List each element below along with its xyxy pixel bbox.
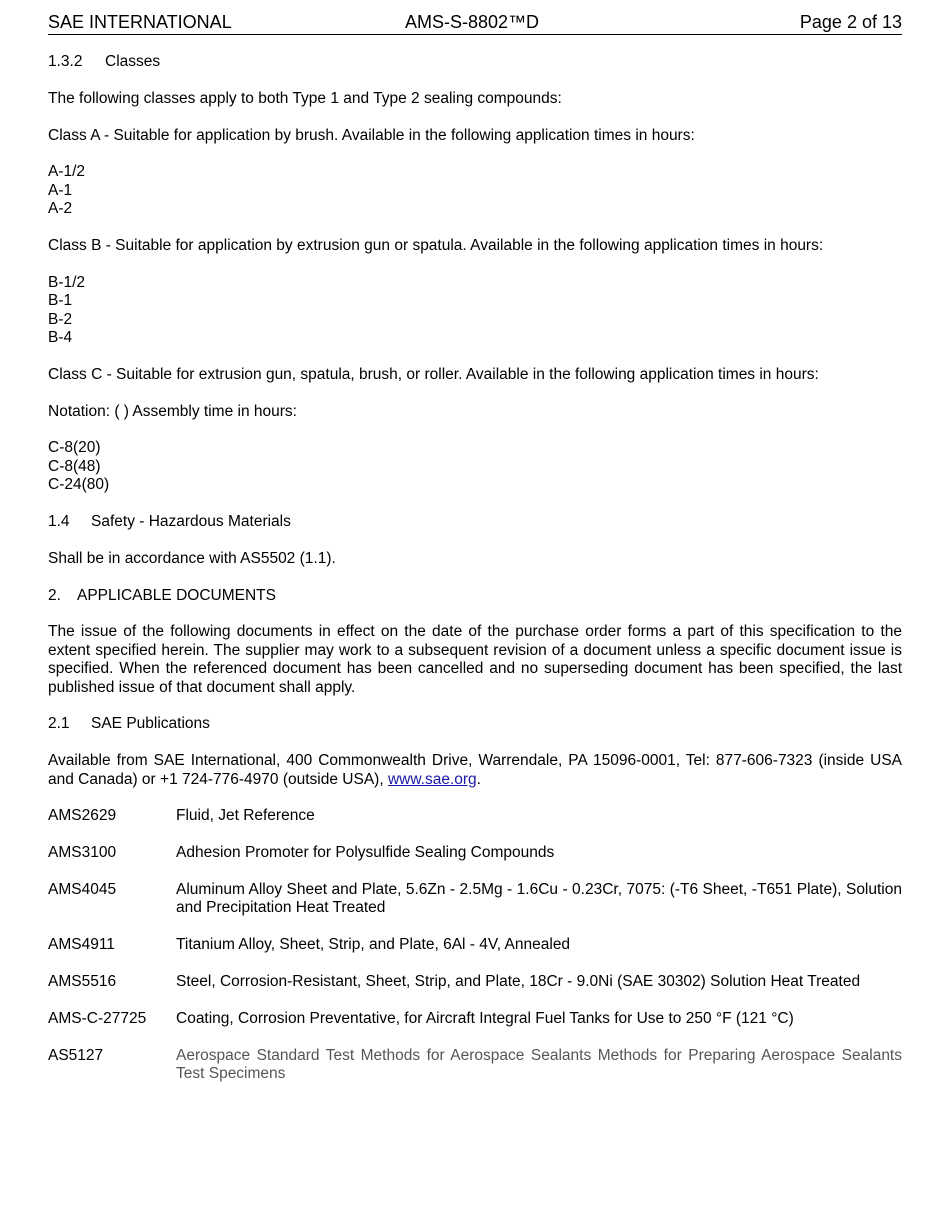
- reference-id: AMS4045: [48, 881, 117, 899]
- reference-row: [48, 1010, 902, 1028]
- reference-title: Fluid, Jet Reference: [176, 807, 315, 825]
- section-number: 2.: [48, 586, 61, 604]
- reference-row: [48, 936, 902, 954]
- sae-website-link[interactable]: www.sae.org: [387, 770, 477, 788]
- reference-row: [48, 973, 902, 991]
- list-item: A-1: [48, 181, 73, 199]
- reference-row: [48, 844, 902, 862]
- reference-title: Adhesion Promoter for Polysulfide Sealing Compounds: [176, 844, 555, 862]
- list-item: A-2: [48, 200, 73, 218]
- list-item: C-24(80): [48, 476, 110, 494]
- reference-id: AS5127: [48, 1046, 104, 1064]
- list-item: A-1/2: [48, 163, 86, 181]
- list-item: C-8(20): [48, 439, 101, 457]
- section-heading-2: [48, 587, 902, 605]
- section-heading-2-1: [48, 715, 902, 733]
- section-number: 1.3.2: [48, 53, 83, 70]
- list-item: B-2: [48, 310, 73, 328]
- reference-title: Coating, Corrosion Preventative, for Aircraft Integral Fuel Tanks for Use to 250 °F (121 °C): [176, 1009, 794, 1027]
- class-a-list: [48, 163, 902, 218]
- class-c-description: Class C - Suitable for extrusion gun, spatula, brush, or roller. Available in the following application times in hours:: [48, 365, 819, 383]
- page-header: [48, 0, 902, 35]
- reference-title: Aerospace Standard Test Methods for Aerospace Sealants Methods for Preparing Aerospace Sealants Test Specimens: [176, 1046, 902, 1083]
- header-doc-number: AMS-S-8802™D: [405, 12, 540, 32]
- reference-id: AMS4911: [48, 936, 115, 954]
- availability-text: Available from SAE International, 400 Commonwealth Drive, Warrendale, PA 15096-0001, Tel: 877-606-7323 (inside USA and Canada) or +1 724-776-4970 (outside USA),: [48, 752, 902, 788]
- section-title: SAE Publications: [91, 715, 210, 733]
- class-b-list: [48, 274, 902, 348]
- reference-id: AMS-C-27725: [48, 1009, 147, 1027]
- reference-id: AMS2629: [48, 807, 117, 825]
- sae-availability: [48, 752, 902, 789]
- reference-row: [48, 881, 902, 918]
- reference-title: Aluminum Alloy Sheet and Plate, 5.6Zn - 2.5Mg - 1.6Cu - 0.23Cr, 7075: (-T6 Sheet, -T651 Plate), Solution and Precipitation Heat Treated: [176, 881, 902, 917]
- section-title: Classes: [105, 53, 161, 70]
- class-c-notation: Notation: ( ) Assembly time in hours:: [48, 402, 297, 420]
- reference-title: Steel, Corrosion-Resistant, Sheet, Strip, and Plate, 18Cr - 9.0Ni (SAE 30302) Solution Heat Treated: [176, 973, 861, 991]
- list-item: C-8(48): [48, 457, 101, 475]
- reference-list: [48, 807, 902, 1083]
- class-b-description: Class B - Suitable for application by extrusion gun or spatula. Available in the following application times in hours:: [48, 237, 824, 254]
- section-heading-1-3-2: [48, 53, 902, 71]
- list-item: B-1: [48, 292, 73, 310]
- section-heading-1-4: [48, 513, 902, 531]
- document-body: [48, 53, 902, 1083]
- class-c-list: [48, 439, 902, 494]
- reference-id: AMS3100: [48, 844, 117, 862]
- availability-tail: .: [476, 770, 481, 788]
- class-a-description: Class A - Suitable for application by brush. Available in the following application times in hours:: [48, 126, 695, 144]
- list-item: B-4: [48, 329, 73, 347]
- applicable-documents-text: The issue of the following documents in effect on the date of the purchase order forms a part of this specification to the extent specified herein. The supplier may work to a subsequent revision of a document unless a specific document issue is specified. When the referenced document has been cancelled and no superseding document has been specified, the last published issue of that document shall apply.: [48, 623, 902, 696]
- reference-title: Titanium Alloy, Sheet, Strip, and Plate, 6Al - 4V, Annealed: [176, 936, 571, 954]
- reference-row: [48, 1047, 902, 1084]
- reference-row: [48, 807, 902, 825]
- header-page-number: Page 2 of 13: [799, 12, 902, 32]
- section-number: 1.4: [48, 513, 70, 531]
- header-org: SAE INTERNATIONAL: [48, 12, 232, 32]
- safety-text: Shall be in accordance with AS5502 (1.1).: [48, 549, 336, 567]
- section-number: 2.1: [48, 715, 70, 733]
- list-item: B-1/2: [48, 273, 86, 291]
- reference-id: AMS5516: [48, 973, 117, 991]
- section-title: Safety - Hazardous Materials: [91, 513, 291, 531]
- classes-intro: The following classes apply to both Type 1 and Type 2 sealing compounds:: [48, 89, 562, 107]
- section-title: APPLICABLE DOCUMENTS: [77, 586, 276, 604]
